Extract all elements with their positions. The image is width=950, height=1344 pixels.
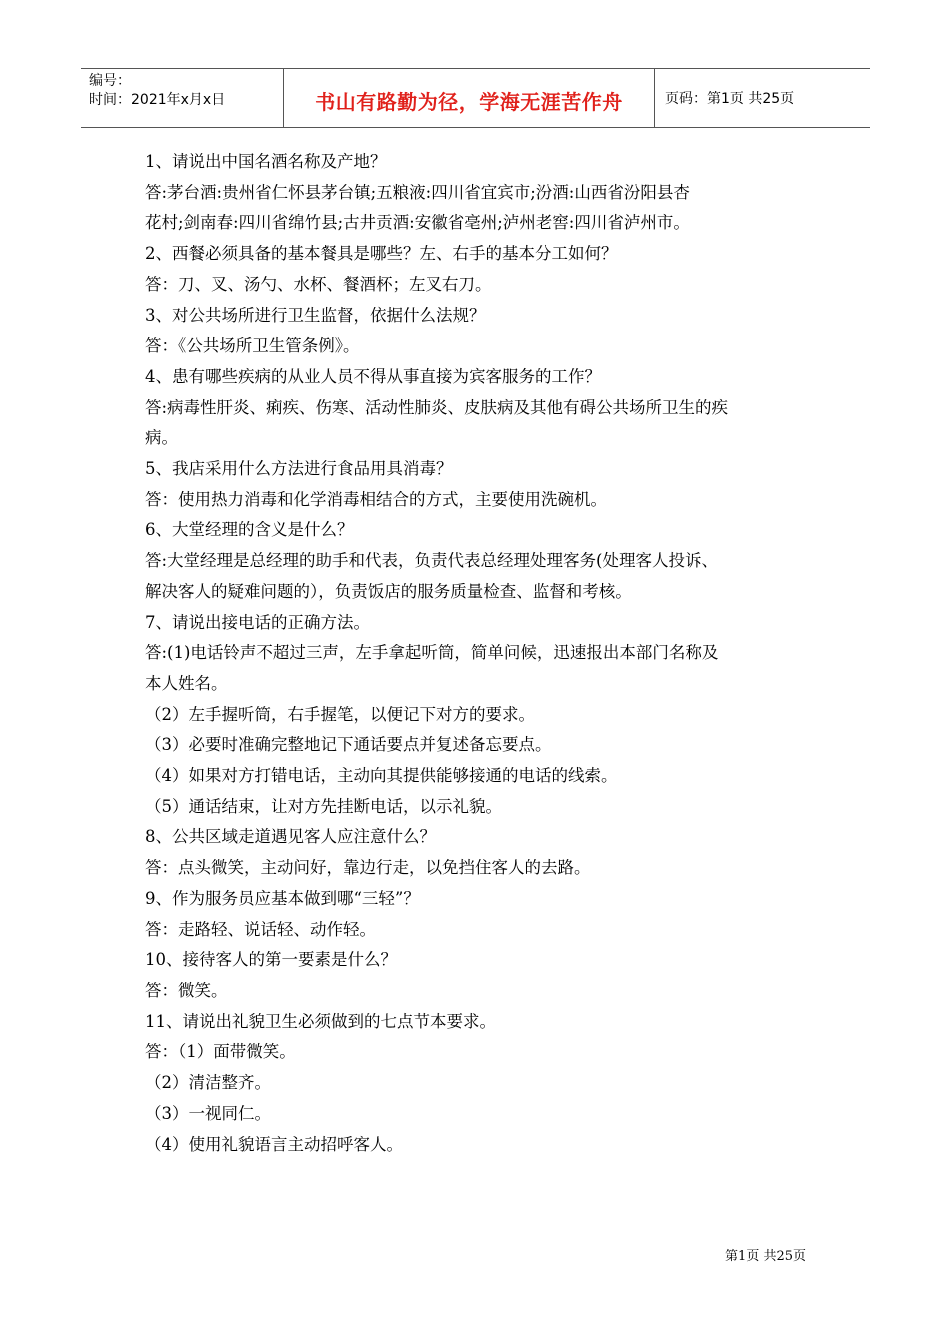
text-line: 10、接待客人的第一要素是什么？ — [145, 950, 397, 970]
text-line: （3）必要时准确完整地记下通话要点并复述备忘要点。 — [145, 735, 552, 755]
text-line: 1、请说出中国名酒名称及产地？ — [145, 152, 387, 171]
text-line: 答:病毒性肝炎、痢疾、伤寒、活动性肺炎、皮肤病及其他有碍公共场所卫生的疾 — [145, 397, 729, 417]
header-motto — [283, 69, 655, 127]
text-line: 病。 — [145, 428, 178, 448]
text-line: 答：《公共场所卫生管条例》。 — [145, 336, 360, 356]
header-page-info — [655, 69, 870, 127]
page-header — [81, 68, 870, 128]
date-label: 时间：2021年x月x日 — [89, 92, 226, 108]
text-line: （4）使用礼貌语言主动招呼客人。 — [145, 1134, 403, 1154]
text-line: 本人姓名。 — [145, 673, 228, 693]
text-line: （2）清洁整齐。 — [145, 1073, 271, 1093]
text-line: 答：（1）面带微笑。 — [145, 1042, 296, 1062]
text-line: 9、作为服务员应基本做到哪“三轻”？ — [145, 888, 420, 908]
page-footer — [725, 1245, 806, 1264]
text-line: （4）如果对方打错电话，主动向其提供能够接通的电话的线索。 — [145, 766, 618, 786]
text-line: 5、我店采用什么方法进行食品用具消毒？ — [145, 459, 453, 479]
text-line: 11、请说出礼貌卫生必须做到的七点节本要求。 — [145, 1011, 496, 1031]
text-line: （5）通话结束，让对方先挂断电话，以示礼貌。 — [145, 796, 502, 816]
text-line: 答:(1)电话铃声不超过三声，左手拿起听筒，简单问候，迅速报出本部门名称及 — [145, 643, 719, 663]
text-line: 答:大堂经理是总经理的助手和代表，负责代表总经理处理客务(处理客人投诉、 — [145, 551, 718, 571]
text-line: （2）左手握听筒，右手握笔，以便记下对方的要求。 — [145, 704, 535, 724]
text-line: 解决客人的疑难问题的），负责饭店的服务质量检查、监督和考核。 — [145, 581, 632, 601]
document-body — [145, 147, 815, 1160]
text-line: 6、大堂经理的含义是什么？ — [145, 520, 354, 540]
text-line: 3、对公共场所进行卫生监督，依据什么法规？ — [145, 305, 486, 325]
text-line: 7、请说出接电话的正确方法。 — [145, 612, 370, 632]
header-meta — [81, 69, 283, 127]
serial-number-label: 编号： — [89, 73, 131, 89]
text-line: 答：点头微笑，主动问好，靠边行走，以免挡住客人的去路。 — [145, 858, 591, 878]
text-line: 答：微笑。 — [145, 980, 228, 1000]
motto-text: 书山有路勤为径，学海无涯苦作舟 — [315, 89, 623, 114]
text-line: 答：刀、叉、汤勺、水杯、餐酒杯；左叉右刀。 — [145, 274, 492, 294]
text-line: 4、患有哪些疾病的从业人员不得从事直接为宾客服务的工作？ — [145, 366, 601, 386]
text-line: 答：使用热力消毒和化学消毒相结合的方式，主要使用洗碗机。 — [145, 489, 607, 509]
text-line: 2、西餐必须具备的基本餐具是哪些？左、右手的基本分工如何？ — [145, 244, 618, 264]
footer-page-label: 第1页 共25页 — [725, 1249, 806, 1264]
text-line: （3）一视同仁。 — [145, 1103, 271, 1123]
text-line: 答:茅台酒:贵州省仁怀县茅台镇;五粮液:四川省宜宾市;汾酒:山西省汾阳县杏 — [145, 182, 690, 202]
text-line: 8、公共区域走道遇见客人应注意什么？ — [145, 827, 436, 847]
text-line: 花村;剑南春:四川省绵竹县;古井贡酒:安徽省亳州;泸州老窖:四川省泸州市。 — [145, 213, 690, 233]
text-line: 答：走路轻、说话轻、动作轻。 — [145, 919, 376, 939]
header-page-label: 页码：第1页 共25页 — [665, 91, 795, 107]
